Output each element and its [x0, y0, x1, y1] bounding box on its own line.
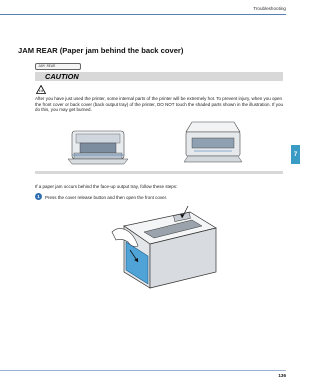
printer-cover-release-illustration	[104, 202, 222, 294]
chapter-tab: 7	[291, 145, 300, 164]
printer-back-open-illustration	[182, 118, 244, 164]
intro-text: If a paper jam occurs behind the face-up output tray, follow these steps:	[35, 184, 178, 189]
header-rule	[0, 14, 286, 15]
hot-surface-warning-icon	[36, 85, 46, 94]
caution-bottom-bar	[35, 171, 283, 174]
section-title: JAM REAR (Paper jam behind the back cover)	[18, 46, 184, 55]
step-text: Press the cover release button and then open the front cover.	[45, 195, 168, 200]
caution-text: After you have just used the printer, some internal parts of the printer will be extremely hot. To prevent injury, when you open the front cover or back cover (back output tray) of the printer, DO NOT touch the shaded parts shown in the illustration. If you do this, you may get burned.	[35, 96, 284, 113]
page-header-title: Troubleshooting	[253, 6, 286, 11]
step-number-badge: 1	[35, 193, 42, 200]
printer-front-open-illustration	[66, 125, 130, 165]
footer-rule	[0, 370, 286, 371]
page-number: 136	[278, 373, 286, 378]
caution-label: CAUTION	[45, 72, 79, 81]
lcd-message: JAM REAR	[35, 63, 81, 70]
